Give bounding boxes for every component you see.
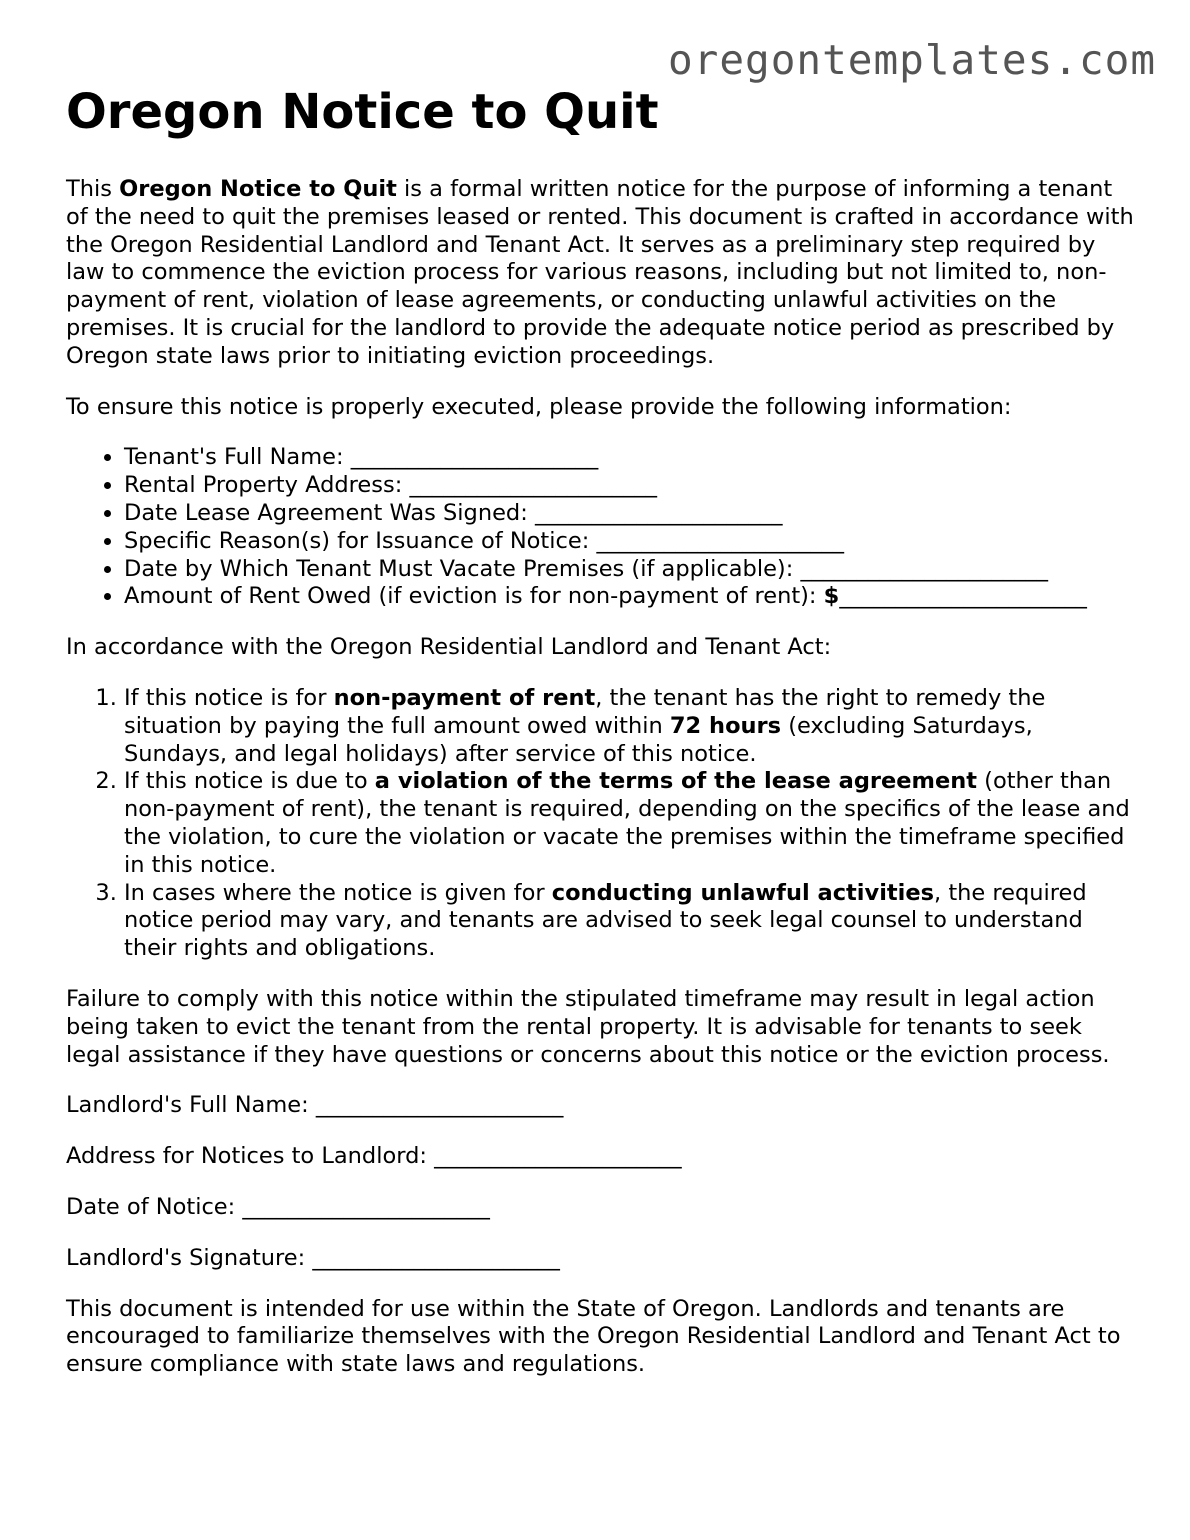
notice-date-blank[interactable]: ______________________ [242, 1193, 490, 1220]
site-watermark: oregontemplates.com [668, 36, 1156, 84]
act-intro-paragraph: In accordance with the Oregon Residential Landlord and Tenant Act: [66, 634, 832, 661]
document-body [66, 84, 1136, 1402]
dollar-sign: $ [823, 583, 840, 610]
rule-lease-violation: 2. If this notice is due to a violation of the terms of the lease agreement (other than non-payment of rent), the tenant is required, depending on the specifics of the lease and the violation, to cure the violation or vacate the premises within the timeframe specified in this notice. [124, 768, 1136, 879]
instructions-paragraph: To ensure this notice is properly executed, please provide the following information: [66, 393, 1012, 420]
list-item-vacate-date: • Date by Which Tenant Must Vacate Premises (if applicable): ______________________ [124, 556, 1136, 584]
notice-date-line: Date of Notice: ______________________ [66, 1193, 490, 1220]
rent-owed-blank[interactable]: ______________________ [839, 583, 1087, 610]
rules-list [66, 685, 1136, 963]
landlord-name-blank[interactable]: ______________________ [315, 1092, 564, 1119]
landlord-address-line: Address for Notices to Landlord: ______________________ [66, 1143, 682, 1170]
page-title: Oregon Notice to Quit [66, 84, 659, 140]
rule-non-payment: 1. If this notice is for non-payment of rent, the tenant has the right to remedy the situation by paying the full amount owed within 72 hours (excluding Saturdays, Sundays, and legal holidays) after service of this notice. [124, 685, 1136, 768]
tenant-name-blank[interactable]: ______________________ [350, 444, 599, 471]
list-item-property-address: • Rental Property Address: ______________________ [124, 472, 1136, 500]
reason-blank[interactable]: ______________________ [596, 527, 844, 554]
vacate-date-blank[interactable]: ______________________ [800, 555, 1048, 582]
closing-paragraph: This document is intended for use within the State of Oregon. Landlords and tenants are encouraged to familiarize themselves with the Oregon Residential Landlord and Tenant Act to ensure compliance with state laws and regulations. [66, 1295, 1121, 1378]
lease-date-blank[interactable]: ______________________ [534, 499, 783, 526]
landlord-address-blank[interactable]: ______________________ [434, 1143, 682, 1170]
landlord-name-line: Landlord's Full Name: ______________________ [66, 1092, 564, 1119]
intro-bold-title: Oregon Notice to Quit [119, 176, 397, 202]
list-item-tenant-name: • Tenant's Full Name: ______________________ [124, 444, 1136, 472]
list-item-reason: • Specific Reason(s) for Issuance of Notice: ______________________ [124, 528, 1136, 556]
intro-paragraph [66, 176, 1136, 371]
landlord-signature-line: Landlord's Signature: ______________________ [66, 1244, 560, 1271]
tenant-info-list [66, 444, 1136, 611]
list-item-rent-owed: • Amount of Rent Owed (if eviction is for non-payment of rent): $______________________ [124, 583, 1136, 611]
landlord-signature-blank[interactable]: ______________________ [312, 1244, 560, 1271]
intro-prefix: This [66, 176, 120, 202]
rule-unlawful-activities: 3. In cases where the notice is given for conducting unlawful activities, the required notice period may vary, and tenants are advised to seek legal counsel to understand their rights and obligations. [124, 880, 1136, 963]
list-item-lease-date: • Date Lease Agreement Was Signed: ______________________ [124, 500, 1136, 528]
failure-paragraph: Failure to comply with this notice within the stipulated timeframe may result in legal action being taken to evict the tenant from the rental property. It is advisable for tenants to seek legal assistance if they have questions or concerns about this notice or the eviction process. [66, 985, 1110, 1068]
property-address-blank[interactable]: ______________________ [409, 472, 657, 499]
intro-text: is a formal written notice for the purpose of informing a tenant of the need to quit the premises leased or rented. This document is crafted in accordance with the Oregon Residential Landlord and Tenant Act. It serves as a preliminary step required by law to commence the eviction process for various reasons, including but not limited to, non-payment of rent, violation of lease agreements, or conducting unlawful activities on the premises. It is crucial for the landlord to provide the adequate notice period as prescribed by Oregon state laws prior to initiating eviction proceedings. [66, 176, 1134, 369]
